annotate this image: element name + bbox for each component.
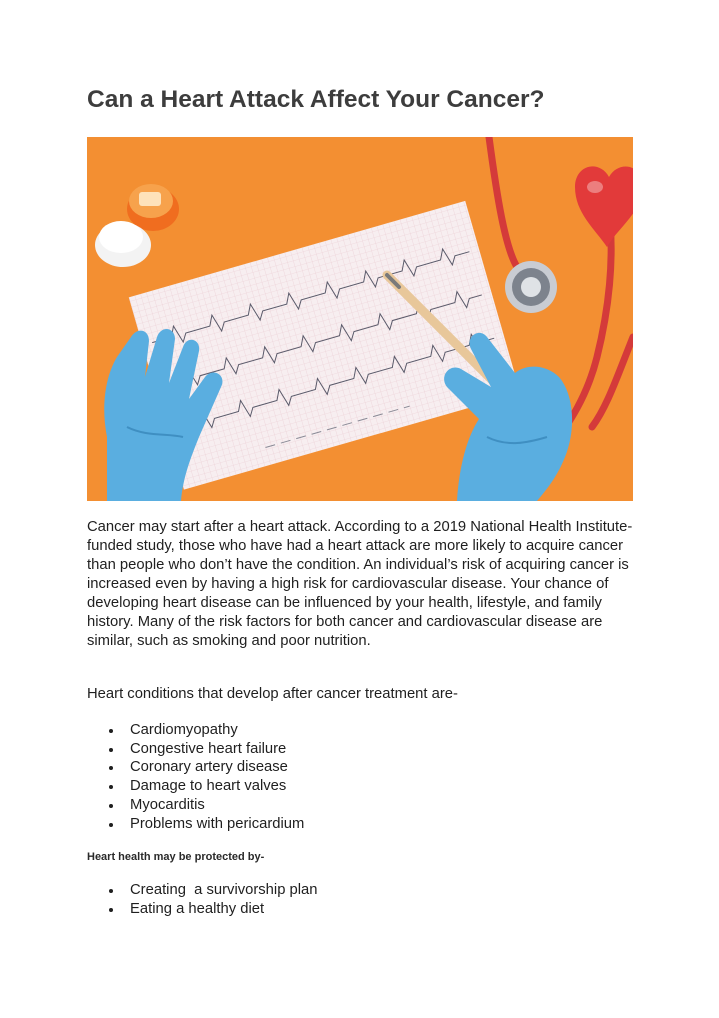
article-paragraph: Cancer may start after a heart attack. According to a 2019 National Health Institute-funded study, those who have had a heart attack are more likely to acquire cancer than people who don’t have the condition. An individual’s risk of acquiring cancer is increased even by having a high risk for cardiovascular disease. Your chance of developing heart disease can be influenced by your health, lifestyle, and family history. Many of the risk factors for both cancer and cardiovascular disease are similar, such as smoking and poor nutrition.	[87, 519, 633, 649]
list-item: Creating a survivorship plan	[87, 881, 318, 900]
list-item: Coronary artery disease	[87, 758, 304, 777]
protection-heading: Heart health may be protected by-	[87, 851, 265, 863]
stethoscope-chestpiece	[505, 261, 557, 313]
ecg-photo-icon	[87, 137, 633, 501]
list-item: Myocarditis	[87, 796, 304, 815]
conditions-list	[87, 721, 304, 833]
page-title: Can a Heart Attack Affect Your Cancer?	[87, 86, 545, 113]
conditions-intro: Heart conditions that develop after cancer treatment are-	[87, 686, 458, 702]
list-item: Damage to heart valves	[87, 777, 304, 796]
list-item: Eating a healthy diet	[87, 900, 318, 919]
hero-image	[87, 137, 633, 501]
list-item: Problems with pericardium	[87, 815, 304, 834]
list-item: Cardiomyopathy	[87, 721, 304, 740]
list-item: Congestive heart failure	[87, 740, 304, 759]
protection-list	[87, 881, 318, 918]
